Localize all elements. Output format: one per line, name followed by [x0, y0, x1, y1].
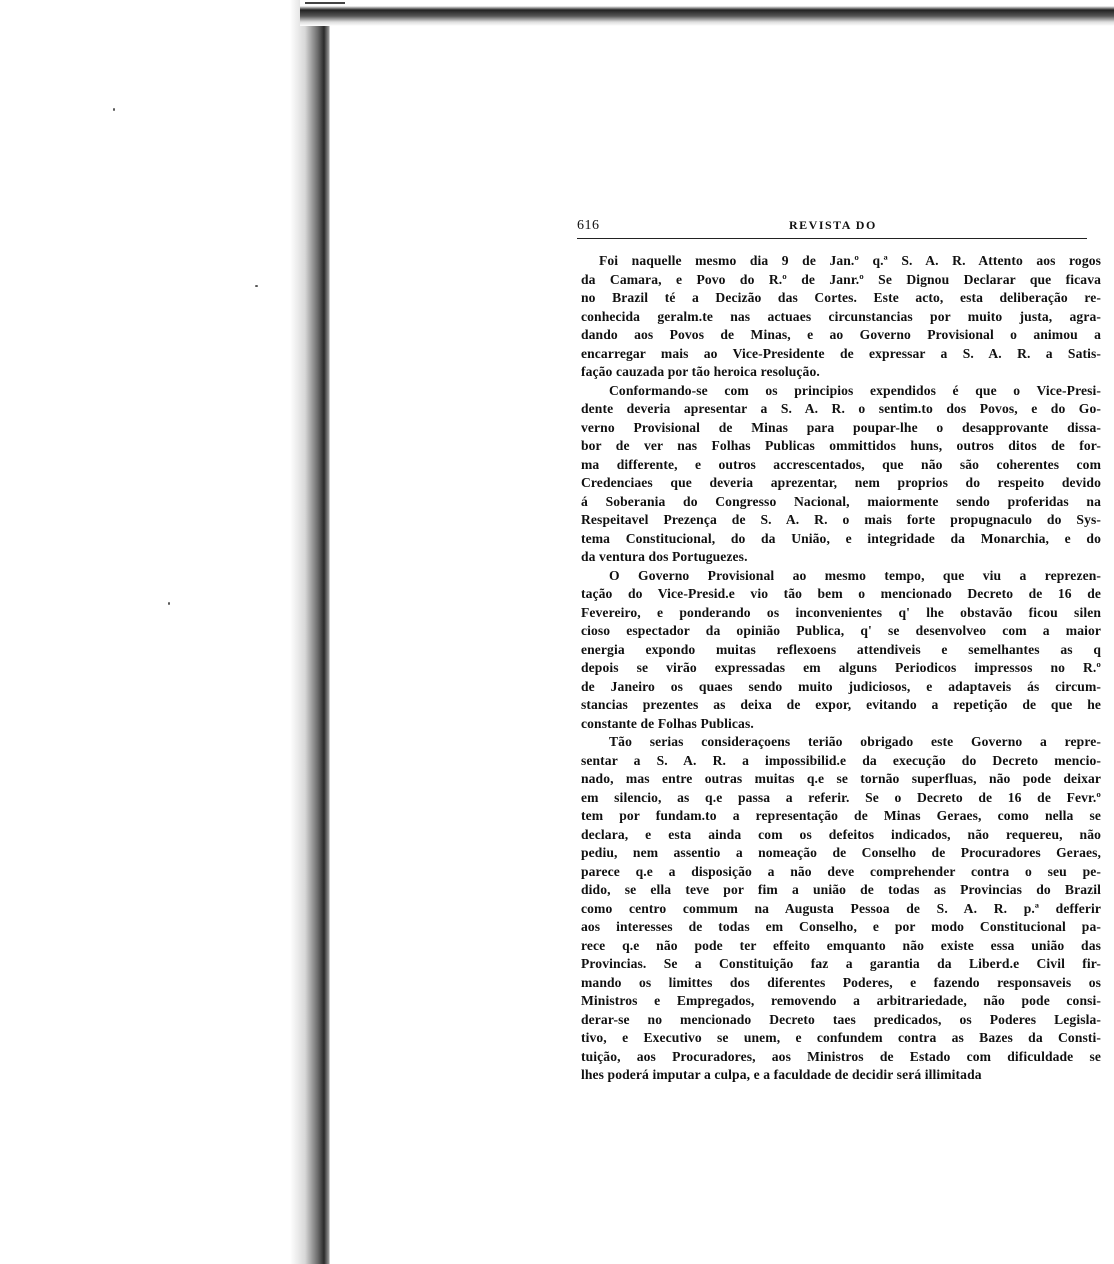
text-line: cioso espectador da opinião Publica, q' se desenvolveo com a maior: [581, 623, 1101, 638]
text-line: tem por fundam.to a representação de Minas Geraes, como nella se: [581, 808, 1101, 823]
text-line: energia expondo muitas reflexoens attendiveis e semelhantes as q: [581, 641, 1101, 657]
text-line: lhes poderá imputar a culpa, e a faculdade de decidir será illimitada: [581, 1067, 982, 1082]
paragraph: [581, 252, 1101, 382]
text-line: ma differente, e outros accrescentados, que não são coherentes com: [581, 456, 1101, 472]
text-line: Provincias. Se a Constituição faz a garantia da Liberd.e Civil fir-: [581, 956, 1101, 971]
text-line: stancias prezentes as deixa de expor, evitando a repetição de que he: [581, 697, 1101, 712]
text-line: da Camara, e Povo do R.º de Janr.º Se Dignou Declarar que ficava: [581, 271, 1101, 287]
text-line: de Janeiro os quaes sendo muito judiciosos, e adaptaveis ás circum-: [581, 678, 1101, 694]
text-line: conhecida geralm.te nas actuaes circunstancias por muito justa, agra-: [581, 308, 1101, 324]
text-line: bor de ver nas Folhas Publicas ommittidos huns, outros ditos de for-: [581, 438, 1101, 453]
text-line: derar-se no mencionado Decreto taes predicados, os Poderes Legisla-: [581, 1011, 1101, 1027]
text-line: tema Constitucional, do da União, e integridade da Monarchia, e do: [581, 530, 1101, 546]
text-line: tação do Vice-Presid.e vio tão bem o mencionado Decreto de 16 de: [581, 586, 1101, 601]
paragraph: [581, 567, 1101, 734]
text-line: constante de Folhas Publicas.: [581, 715, 754, 731]
text-line: Tão serias consideraçoens terião obrigado este Governo a repre-: [609, 734, 1101, 749]
scan-speck: [255, 285, 258, 287]
running-title: REVISTA DO: [789, 218, 877, 232]
text-line: da ventura dos Portuguezes.: [581, 549, 748, 564]
scan-speck: [113, 108, 115, 111]
text-line: encarregar mais ao Vice-Presidente de expressar a S. A. R. a Satis-: [581, 345, 1101, 361]
text-line: declara, e esta ainda com os defeitos indicados, não requereu, não: [581, 826, 1101, 842]
text-line: parece q.e a disposição a não deve comprehender contra o seu pe-: [581, 863, 1101, 879]
scan-mark: [305, 2, 345, 4]
page-header: [577, 216, 1087, 239]
text-line: nado, mas entre outras muitas q.e se tornão superfluas, não pode deixar: [581, 771, 1101, 786]
text-line: como centro commum na Augusta Pessoa de S. A. R. p.ª defferir: [581, 900, 1101, 916]
text-body: [581, 252, 1101, 1085]
scan-speck: [168, 602, 170, 605]
page-top-edge: [300, 0, 1114, 26]
text-line: tuição, aos Procuradores, aos Ministros de Estado com dificuldade se: [581, 1048, 1101, 1064]
text-line: rece q.e não pode ter effeito emquanto não existe essa união das: [581, 937, 1101, 953]
paragraph: [581, 382, 1101, 567]
text-line: mando os limittes dos diferentes Poderes, e fazendo responsaveis os: [581, 974, 1101, 990]
text-line: sentar a S. A. R. a impossibilid.e da execução do Decreto mencio-: [581, 752, 1101, 768]
page-gutter-shadow: [0, 0, 330, 1264]
text-line: dando aos Povos de Minas, e ao Governo Provisional o animou a: [581, 327, 1101, 342]
text-line: dido, se ella teve por fim a união de todas as Provincias do Brazil: [581, 882, 1101, 897]
text-line: dente deveria apresentar a S. A. R. o sentim.to dos Povos, e do Go-: [581, 401, 1101, 416]
text-line: pediu, nem assentio a nomeação de Conselho de Procuradores Geraes,: [581, 845, 1101, 860]
text-line: Conformando-se com os principios expendidos é que o Vice-Presi-: [609, 382, 1101, 398]
text-line: Credenciaes que deveria aprezentar, nem proprios do respeito devido: [581, 475, 1101, 490]
text-line: fação cauzada por tão heroica resolução.: [581, 364, 820, 379]
text-line: Ministros e Empregados, removendo a arbitrariedade, não pode consi-: [581, 993, 1101, 1008]
text-line: á Soberania do Congresso Nacional, maiormente sendo proferidas na: [581, 493, 1101, 509]
text-line: em silencio, as q.e passa a referir. Se o Decreto de 16 de Fevr.º: [581, 789, 1101, 805]
text-line: Fevereiro, e ponderando os inconvenientes q' lhe obstavão ficou silen: [581, 604, 1101, 620]
text-line: tivo, e Executivo se unem, e confundem contra as Bazes da Consti-: [581, 1030, 1101, 1045]
text-line: Foi naquelle mesmo dia 9 de Jan.º q.ª S. A. R. Attento aos rogos: [599, 253, 1101, 268]
text-line: aos interesses de todas em Conselho, e por modo Constitucional pa-: [581, 919, 1101, 934]
paragraph: [581, 733, 1101, 1085]
text-line: verno Provisional de Minas para poupar-lhe o desapprovante dissa-: [581, 419, 1101, 435]
page-number: 616: [577, 218, 600, 233]
text-line: no Brazil té a Decizão das Cortes. Este acto, esta deliberação re-: [581, 290, 1101, 305]
text-line: depois se virão expressadas em alguns Periodicos impressos no R.º: [581, 660, 1101, 675]
text-line: Respeitavel Prezença de S. A. R. o mais forte propugnaculo do Sys-: [581, 512, 1101, 527]
text-line: O Governo Provisional ao mesmo tempo, que viu a reprezen-: [609, 567, 1101, 583]
